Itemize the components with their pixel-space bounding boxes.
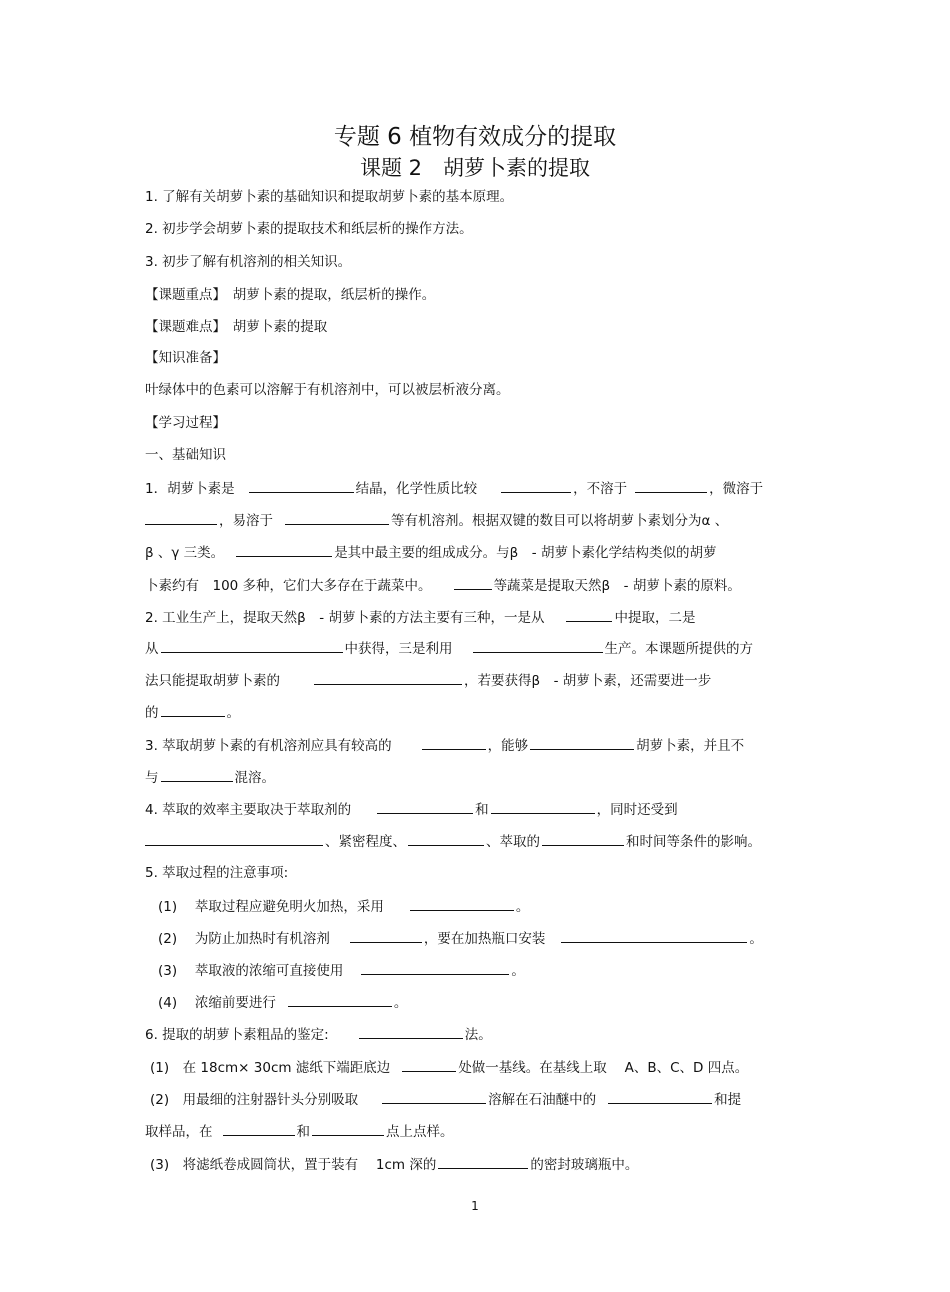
- q2-text: 中获得，三是利用: [344, 641, 453, 657]
- q3-text: ，能够: [487, 738, 529, 754]
- objective-1: 1. 了解有关胡萝卜素的基础知识和提取胡萝卜素的基本原理。: [145, 189, 514, 205]
- q2-line-4: [145, 702, 240, 723]
- blank[interactable]: [361, 960, 509, 975]
- q1-text: ，不溶于: [573, 481, 628, 497]
- q5-item-4: [158, 992, 407, 1013]
- q2-text: ，若要获得β - 胡萝卜素，还需要进一步: [464, 673, 712, 689]
- q3-text: 3. 萃取胡萝卜素的有机溶剂应具有较高的: [145, 738, 392, 754]
- q2-line-2: [145, 638, 753, 659]
- q2-text: 。: [226, 705, 240, 721]
- blank[interactable]: [635, 478, 707, 493]
- q1-line-4: [145, 575, 741, 596]
- blank[interactable]: [608, 1089, 712, 1104]
- q5-text: (3) 萃取液的浓缩可直接使用: [158, 963, 344, 979]
- blank[interactable]: [561, 928, 747, 943]
- q4-text: 和时间等条件的影响。: [626, 834, 761, 850]
- blank[interactable]: [491, 799, 595, 814]
- blank[interactable]: [161, 702, 225, 717]
- q4-text: 、萃取的: [486, 834, 540, 850]
- q6-text: 取样品，在: [145, 1124, 213, 1140]
- blank[interactable]: [566, 607, 612, 622]
- blank[interactable]: [408, 831, 484, 846]
- page-title: 专题 6 植物有效成分的提取: [333, 124, 617, 150]
- objective-3: 3. 初步了解有机溶剂的相关知识。: [145, 254, 352, 270]
- blank[interactable]: [377, 799, 473, 814]
- q5-text: ，要在加热瓶口安装: [423, 931, 546, 947]
- section-one-heading: 一、基础知识: [145, 447, 226, 463]
- q3-line-1: [145, 735, 744, 756]
- blank[interactable]: [402, 1057, 456, 1072]
- blank[interactable]: [350, 928, 422, 943]
- q6-text: 的密封玻璃瓶中。: [530, 1157, 639, 1173]
- q2-text: 2. 工业生产上，提取天然β - 胡萝卜素的方法主要有三种，一是从: [145, 610, 545, 626]
- blank[interactable]: [161, 767, 233, 782]
- q2-text: 中提取，二是: [614, 610, 696, 626]
- blank[interactable]: [285, 510, 389, 525]
- q5-heading: 5. 萃取过程的注意事项:: [145, 865, 289, 881]
- q5-text: 。: [511, 963, 525, 979]
- q6-text: (1) 在 18cm× 30cm 滤纸下端距底边: [150, 1060, 391, 1076]
- q1-text: 等蔬菜是提取天然β - 胡萝卜素的原料。: [493, 578, 741, 594]
- q6-text: 6. 提取的胡萝卜素粗品的鉴定:: [145, 1027, 329, 1043]
- page-number: 1: [471, 1199, 479, 1213]
- q6-text: 法。: [464, 1027, 492, 1043]
- blank[interactable]: [223, 1121, 295, 1136]
- q2-text: 生产。本课题所提供的方: [604, 641, 753, 657]
- q5-item-2: [158, 928, 763, 949]
- q5-text: (2) 为防止加热时有机溶剂: [158, 931, 330, 947]
- q5-text: 。: [393, 995, 408, 1011]
- blank[interactable]: [314, 670, 462, 685]
- q4-text: 4. 萃取的效率主要取决于萃取剂的: [145, 802, 352, 818]
- q2-text: 的: [145, 705, 159, 721]
- q5-text: (4) 浓缩前要进行: [158, 995, 276, 1011]
- q5-text: (1) 萃取过程应避免明火加热，采用: [158, 899, 384, 915]
- q6-item-2-cont: [145, 1121, 454, 1142]
- q1-text: 等有机溶剂。根据双键的数目可以将胡萝卜素划分为α 、: [391, 513, 729, 529]
- q6-item-1: [150, 1057, 748, 1078]
- q6-text: 和: [296, 1124, 310, 1140]
- q1-line-2: [145, 510, 728, 531]
- blank[interactable]: [422, 735, 486, 750]
- q6-text: 处做一基线。在基线上取 A、B、C、D 四点。: [458, 1060, 749, 1076]
- q6-item-3: [150, 1154, 638, 1175]
- blank[interactable]: [145, 831, 323, 846]
- q3-text: 与: [145, 770, 159, 786]
- q3-line-2: [145, 767, 275, 788]
- blank[interactable]: [410, 896, 514, 911]
- q1-text: 是其中最主要的组成成分。与β - 胡萝卜素化学结构类似的胡萝: [334, 545, 717, 561]
- blank[interactable]: [542, 831, 624, 846]
- difficulties: 【课题难点】 胡萝卜素的提取: [145, 319, 328, 335]
- q1-text: ，易溶于: [219, 513, 273, 529]
- q1-line-1: [145, 478, 763, 499]
- q1-text: 1．胡萝卜素是: [145, 481, 235, 497]
- q5-text: 。: [515, 899, 530, 915]
- blank[interactable]: [382, 1089, 486, 1104]
- q4-text: 、紧密程度、: [325, 834, 406, 850]
- q2-line-1: [145, 607, 695, 628]
- q2-text: 法只能提取胡萝卜素的: [145, 673, 280, 689]
- blank[interactable]: [312, 1121, 384, 1136]
- q1-line-3: [145, 542, 716, 563]
- blank[interactable]: [359, 1024, 463, 1039]
- q6-text: (3) 将滤纸卷成圆筒状，置于装有 1cm 深的: [150, 1157, 437, 1173]
- knowledge-prep-text: 叶绿体中的色素可以溶解于有机溶剂中，可以被层析液分离。: [145, 382, 510, 398]
- q1-text: 卜素约有 100 多种，它们大多存在于蔬菜中。: [145, 578, 432, 594]
- q5-item-1: [158, 896, 529, 917]
- q1-text: 结晶，化学性质比较: [355, 481, 478, 497]
- q2-line-3: [145, 670, 711, 691]
- blank[interactable]: [530, 735, 634, 750]
- q5-text: 。: [749, 931, 763, 947]
- q6-text: (2) 用最细的注射器针头分别吸取: [150, 1092, 359, 1108]
- q4-text: 和: [475, 802, 489, 818]
- blank[interactable]: [501, 478, 571, 493]
- blank[interactable]: [473, 638, 603, 653]
- blank[interactable]: [438, 1154, 528, 1169]
- blank[interactable]: [161, 638, 343, 653]
- q3-text: 混溶。: [234, 770, 275, 786]
- q5-item-3: [158, 960, 525, 981]
- q6-text: 溶解在石油醚中的: [488, 1092, 597, 1108]
- q4-line-2: [145, 831, 761, 852]
- q6-line-1: [145, 1024, 492, 1045]
- q6-item-2: [150, 1089, 741, 1110]
- q3-text: 胡萝卜素，并且不: [636, 738, 745, 754]
- q6-text: 点上点样。: [386, 1124, 454, 1140]
- blank[interactable]: [454, 575, 492, 590]
- q4-text: ，同时还受到: [596, 802, 678, 818]
- knowledge-prep-heading: 【知识准备】: [145, 350, 226, 366]
- blank[interactable]: [145, 510, 217, 525]
- q2-text: 从: [145, 641, 159, 657]
- q1-text: ，微溶于: [709, 481, 764, 497]
- learning-process-heading: 【学习过程】: [145, 415, 226, 431]
- q6-text: 和提: [714, 1092, 742, 1108]
- blank[interactable]: [236, 542, 332, 557]
- page-subtitle: 课题 2 胡萝卜素的提取: [359, 156, 591, 180]
- blank[interactable]: [288, 992, 392, 1007]
- q4-line-1: [145, 799, 678, 820]
- q1-text: β 、γ 三类。: [145, 545, 225, 561]
- objective-2: 2. 初步学会胡萝卜素的提取技术和纸层析的操作方法。: [145, 221, 473, 237]
- blank[interactable]: [249, 478, 354, 493]
- key-points: 【课题重点】 胡萝卜素的提取，纸层析的操作。: [145, 287, 436, 303]
